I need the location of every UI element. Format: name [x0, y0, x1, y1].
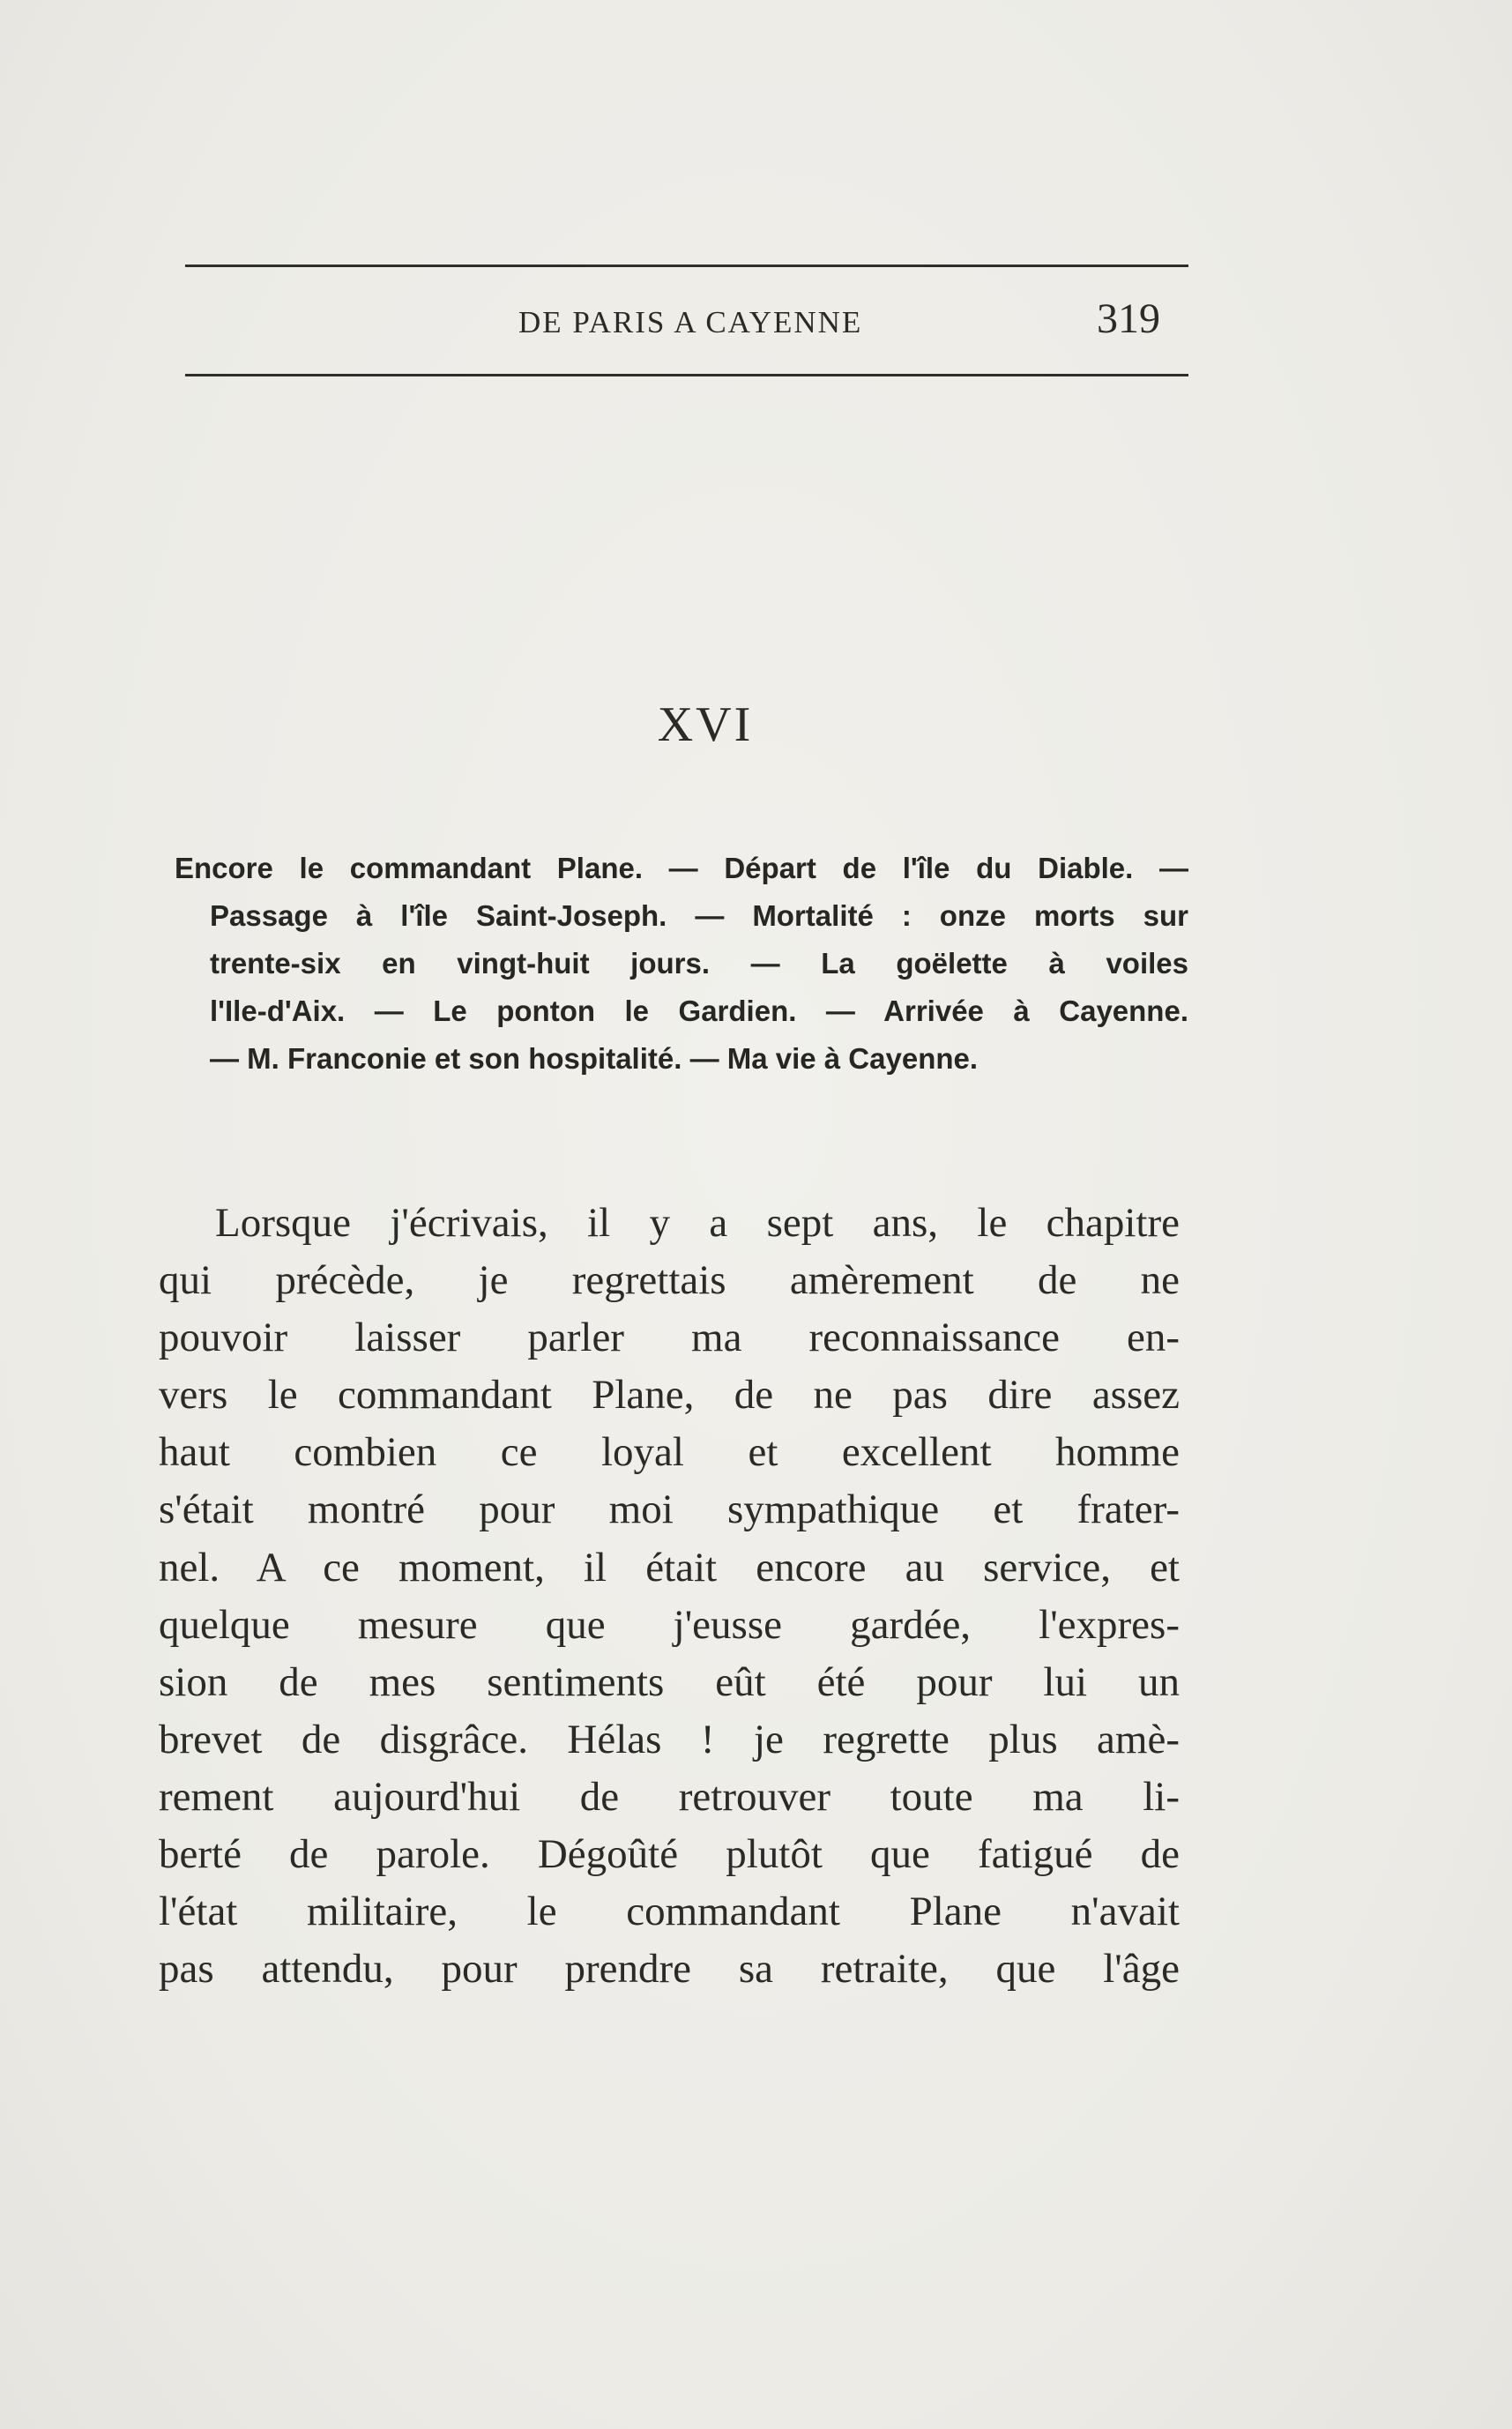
- body-line: berté de parole. Dégoûté plutôt que fatigué de: [159, 1831, 1180, 1878]
- summary-line: — M. Franconie et son hospitalité. — Ma vie à Cayenne.: [210, 1042, 979, 1075]
- summary-line: trente-six en vingt-huit jours. — La goëlette à voiles: [210, 947, 1188, 980]
- body-line: quelque mesure que j'eusse gardée, l'expres-: [159, 1601, 1180, 1648]
- body-line: nel. A ce moment, il était encore au service, et: [159, 1544, 1180, 1591]
- body-line: Lorsque j'écrivais, il y a sept ans, le chapitre: [215, 1200, 1180, 1246]
- summary-line: Passage à l'île Saint-Joseph. — Mortalité : onze morts sur: [210, 899, 1188, 932]
- summary-line: Encore le commandant Plane. — Départ de l'île du Diable. —: [175, 852, 1188, 884]
- body-line: haut combien ce loyal et excellent homme: [159, 1429, 1180, 1476]
- body-line: brevet de disgrâce. Hélas ! je regrette plus amè-: [159, 1716, 1180, 1762]
- body-line: pas attendu, pour prendre sa retraite, que l'âge: [159, 1946, 1180, 1993]
- body-line: l'état militaire, le commandant Plane n'avait: [159, 1889, 1180, 1935]
- header-rule-top: [185, 265, 1188, 267]
- body-line: vers le commandant Plane, de ne pas dire assez: [159, 1372, 1180, 1419]
- body-line: pouvoir laisser parler ma reconnaissance en-: [159, 1315, 1180, 1361]
- body-line: sion de mes sentiments eût été pour lui un: [159, 1658, 1180, 1705]
- body-line: rement aujourd'hui de retrouver toute ma li-: [159, 1773, 1180, 1820]
- body-line: qui précède, je regrettais amèrement de ne: [159, 1257, 1180, 1304]
- page-number: 319: [1097, 295, 1160, 342]
- body-line: s'était montré pour moi sympathique et frater-: [159, 1486, 1180, 1533]
- chapter-number: XVI: [657, 697, 754, 752]
- header-rule-bottom: [185, 374, 1188, 376]
- chapter-summary: [175, 845, 1188, 1083]
- running-title: DE PARIS A CAYENNE: [518, 305, 863, 339]
- body-paragraph: [159, 1195, 1180, 1998]
- summary-line: l'Ile-d'Aix. — Le ponton le Gardien. — Arrivée à Cayenne.: [210, 995, 1188, 1027]
